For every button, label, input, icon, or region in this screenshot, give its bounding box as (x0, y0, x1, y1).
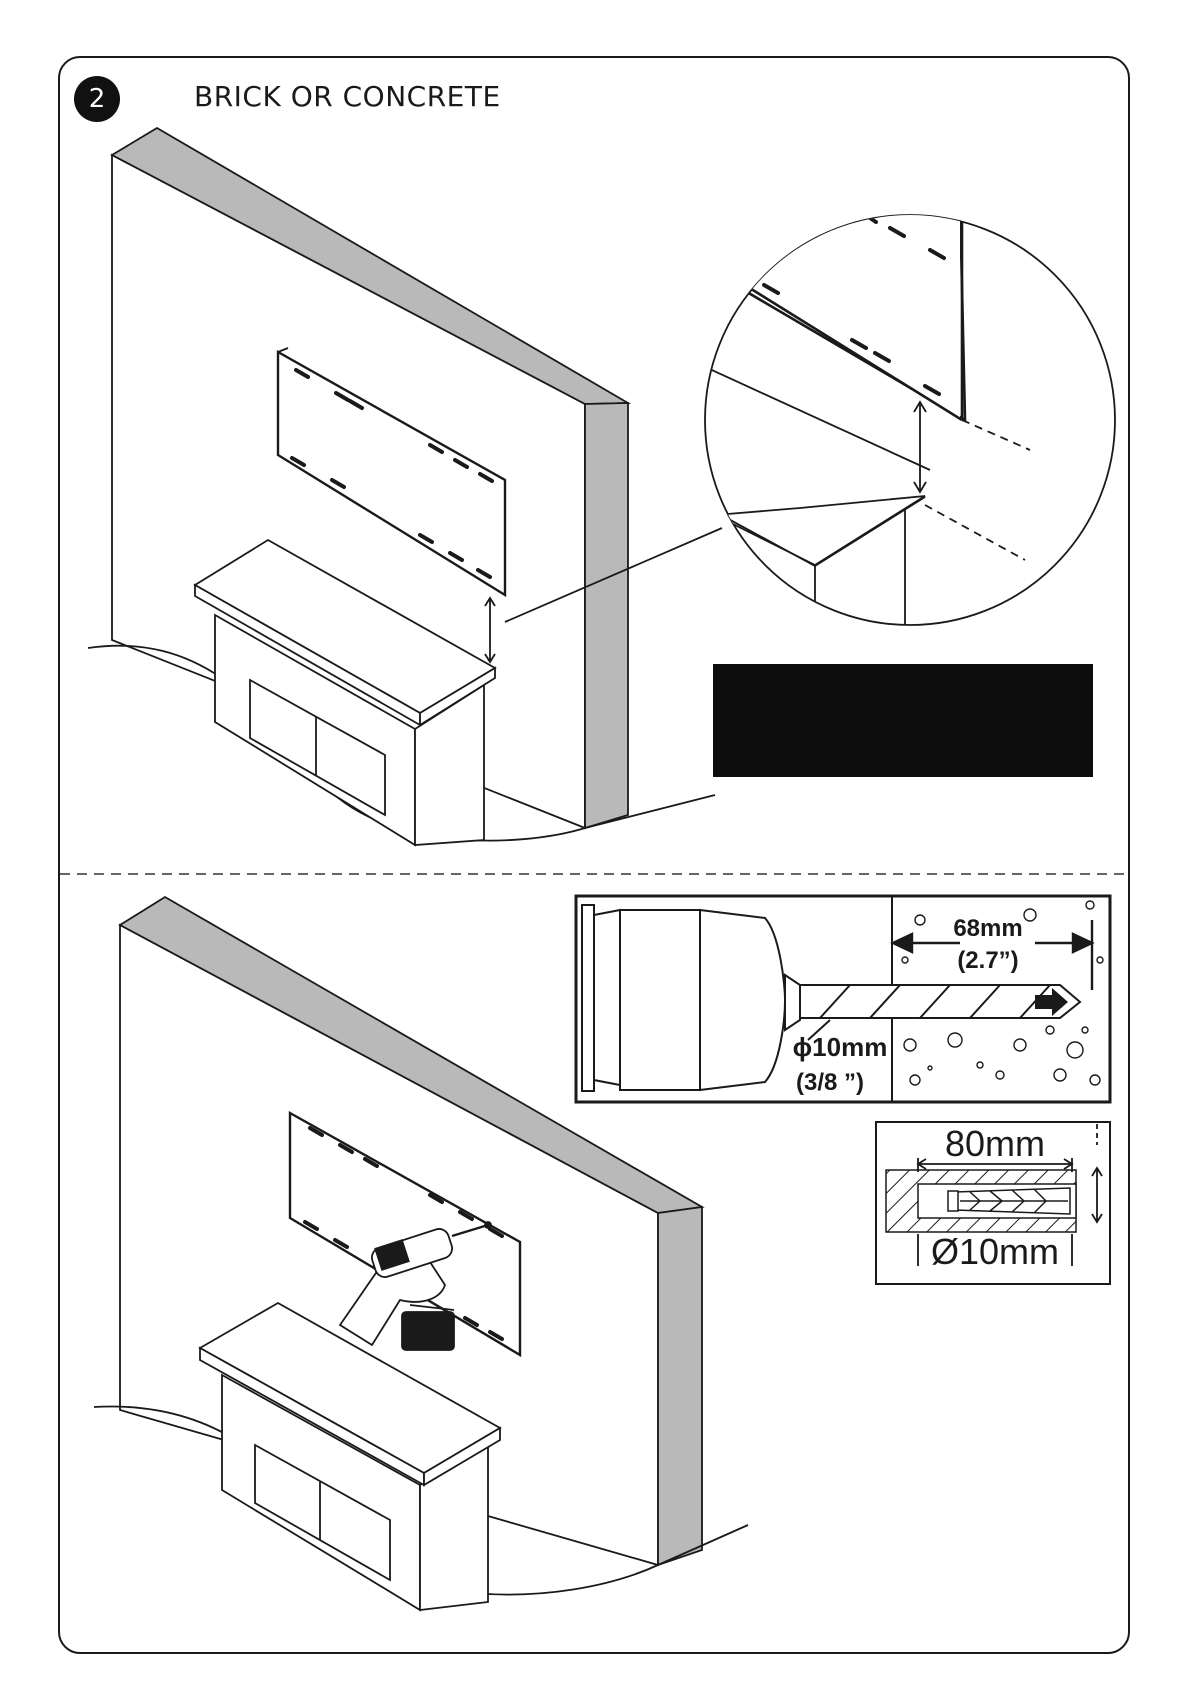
zoom-detail-circle (690, 200, 1115, 640)
anchor-length-label: 80mm (944, 1123, 1046, 1164)
drill-chuck (582, 905, 800, 1091)
step-number-badge: 2 (74, 76, 120, 122)
wall-plug-anchor (948, 1188, 1070, 1214)
depth-mm-label: 68mm (953, 915, 1023, 942)
bit-in-label: (3/8 ”) (795, 1069, 865, 1096)
wall-side-edge (585, 403, 628, 828)
anchor-detail (876, 1122, 1110, 1284)
bit-mm-label: ϕ10mm (792, 1032, 888, 1062)
step-title: BRICK OR CONCRETE (194, 80, 501, 113)
drill-depth-detail (576, 896, 1110, 1102)
anchor-diameter-label: Ø10mm (930, 1231, 1060, 1272)
depth-in-label: (2.7”) (957, 947, 1019, 974)
wall-side-edge (658, 1207, 702, 1565)
redacted-block (713, 664, 1093, 777)
wall-scene-top (88, 128, 722, 845)
